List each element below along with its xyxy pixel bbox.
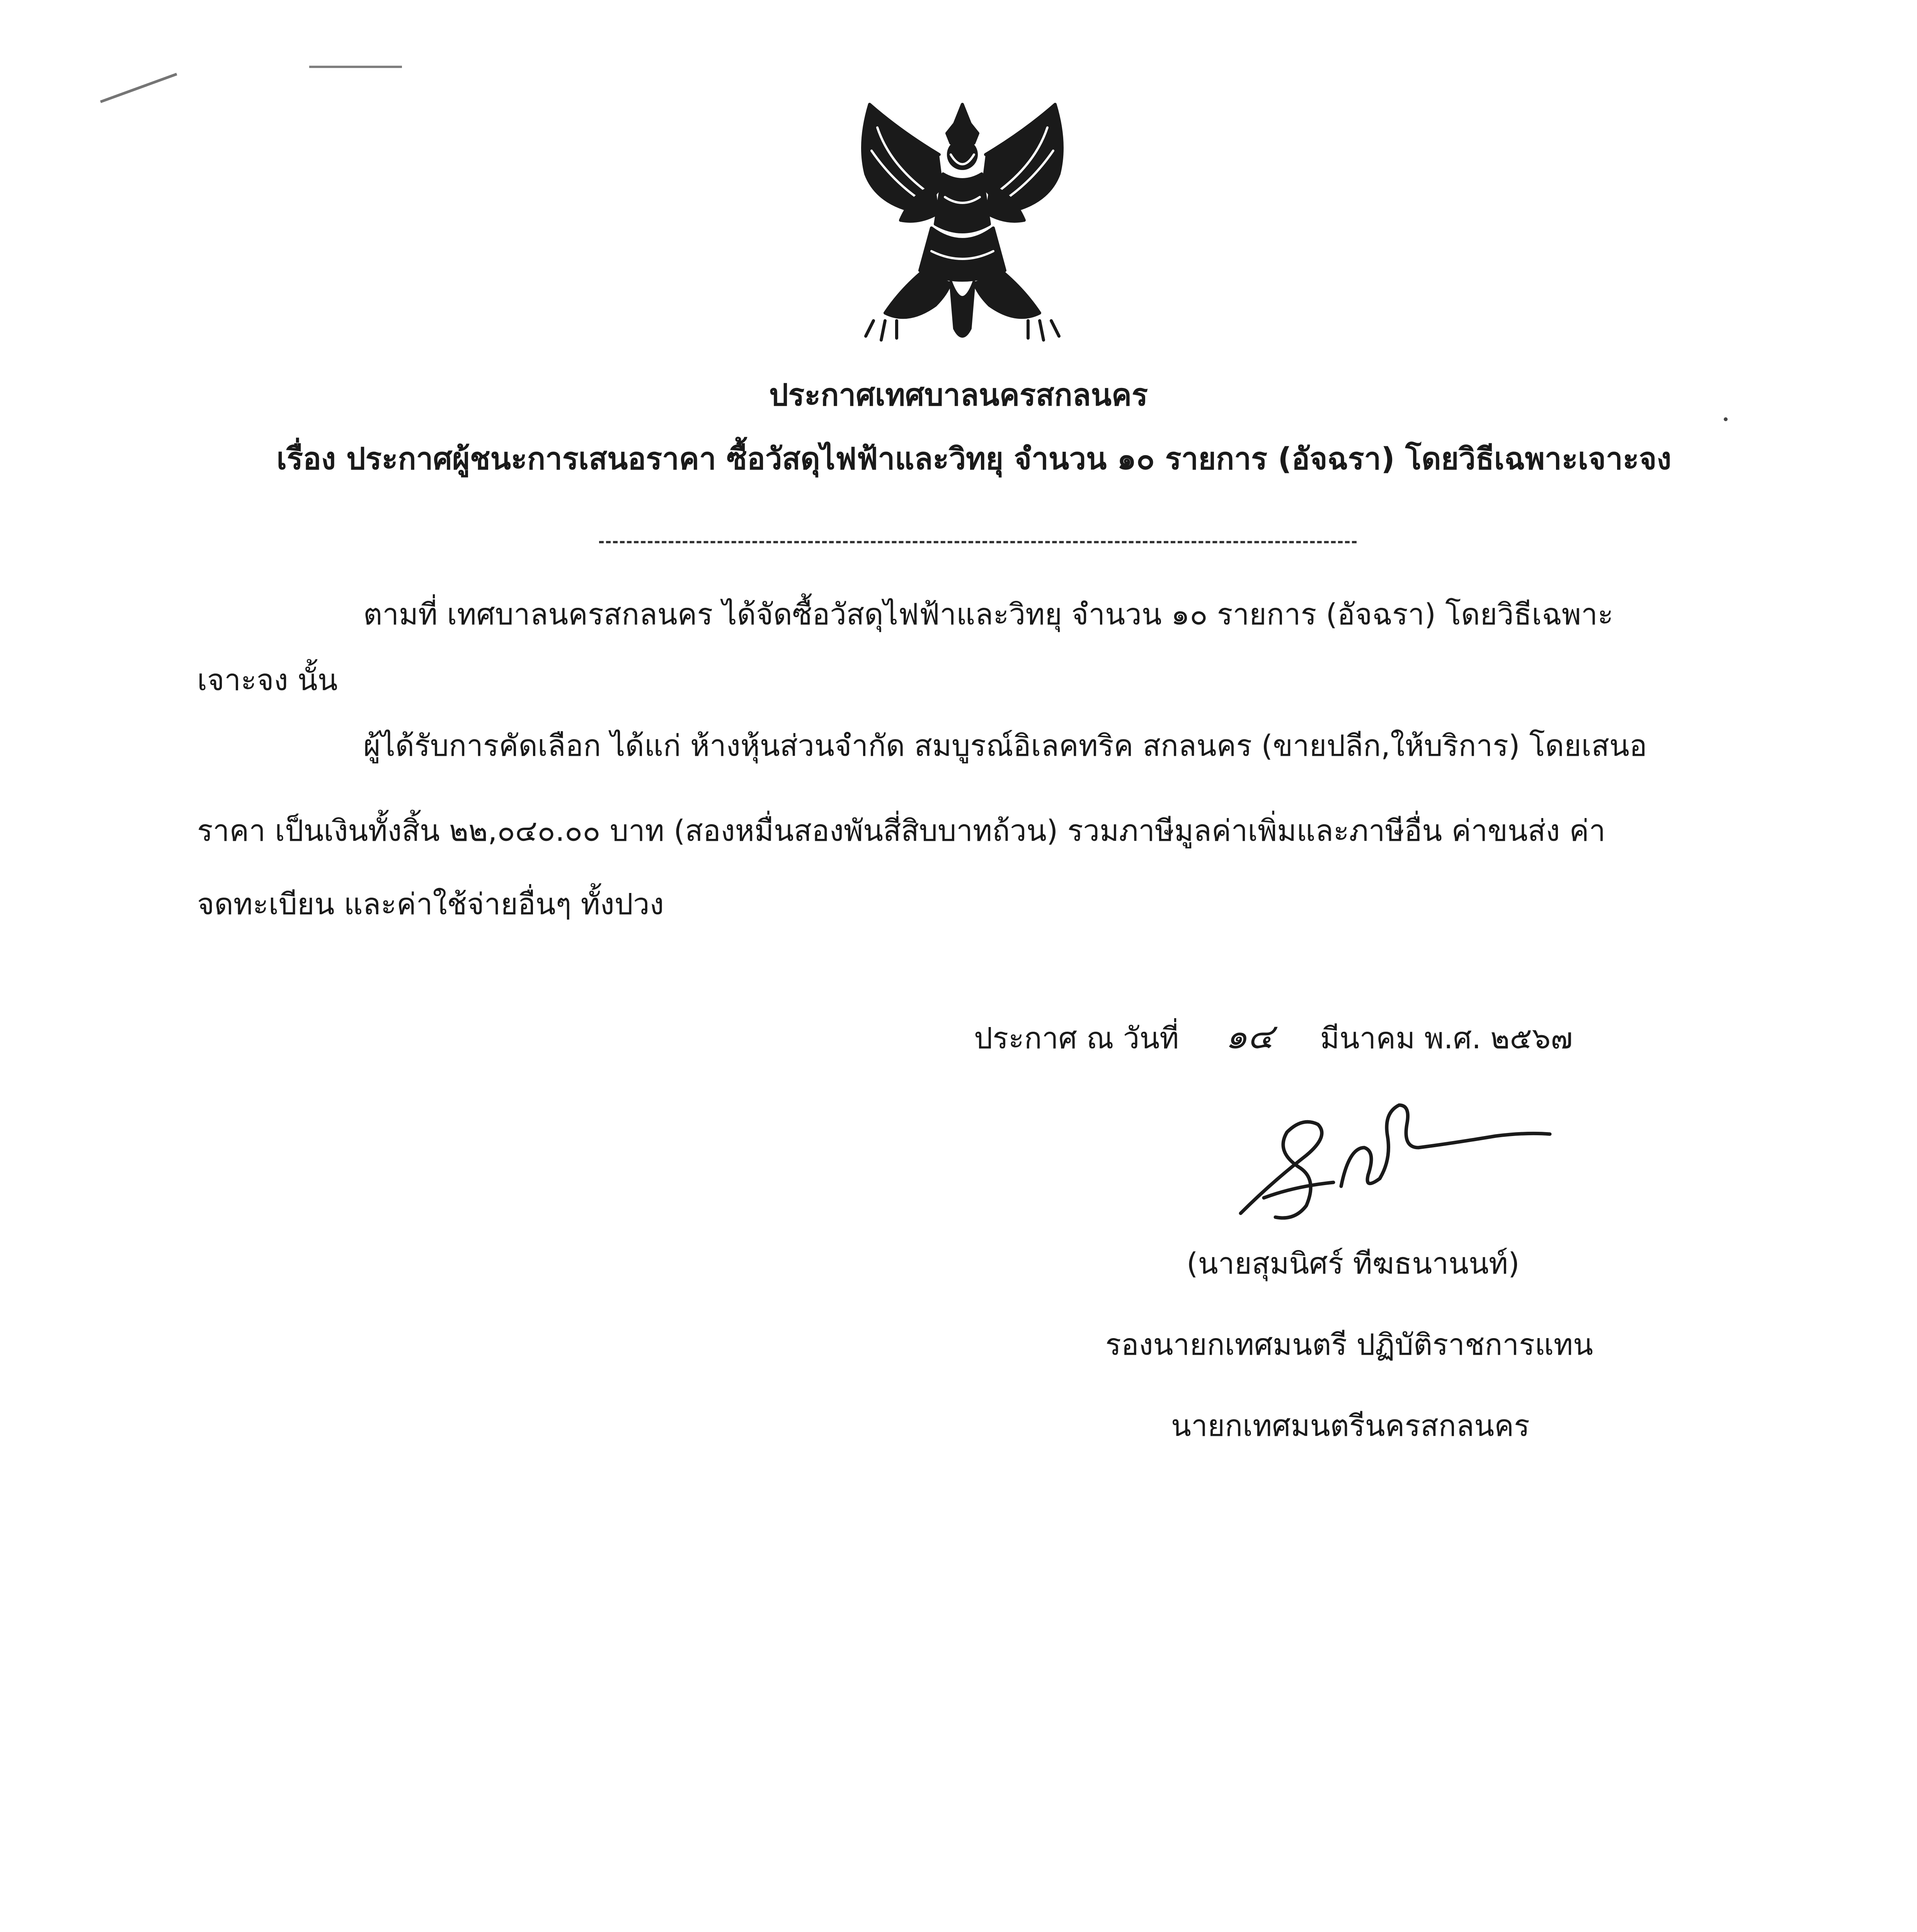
signatory-position-2: นายกเทศมนตรีนครสกลนคร xyxy=(1171,1408,1530,1443)
document-subject: เรื่อง ประกาศผู้ชนะการเสนอราคา ซื้อวัสดุไฟฟ้าและวิทยุ จำนวน ๑๐ รายการ (อัจฉรา) โดยวิธีเฉพาะเจาะจง xyxy=(276,442,1672,476)
paragraph-1-line-2: เจาะจง นั้น xyxy=(197,663,338,697)
paragraph-2-line-3: จดทะเบียน และค่าใช้จ่ายอื่นๆ ทั้งปวง xyxy=(197,887,664,921)
document-title: ประกาศเทศบาลนครสกลนคร xyxy=(769,378,1148,413)
garuda-emblem-icon xyxy=(843,97,1082,352)
scan-artifact xyxy=(100,73,177,103)
paragraph-2-line-2: ราคา เป็นเงินทั้งสิ้น ๒๒,๐๔๐.๐๐ บาท (สองหมื่นสองพันสี่สิบบาทถ้วน) รวมภาษีมูลค่าเพิ่มและภาษีอื่น ค่าขนส่ง ค่า xyxy=(197,813,1606,848)
announcement-prefix: ประกาศ ณ วันที่ xyxy=(974,1021,1179,1055)
scan-artifact xyxy=(1724,417,1728,421)
paragraph-2-line-1: ผู้ได้รับการคัดเลือก ได้แก่ ห้างหุ้นส่วนจำกัด สมบูรณ์อิเลคทริค สกลนคร (ขายปลีก,ให้บริการ) โดยเสนอ xyxy=(363,728,1647,763)
announcement-day: ๑๔ xyxy=(1225,1016,1274,1057)
announcement-month-year: มีนาคม พ.ศ. ๒๕๖๗ xyxy=(1320,1021,1573,1055)
announcement-date xyxy=(974,1009,1573,1064)
signatory-position-1: รองนายกเทศมนตรี ปฏิบัติราชการแทน xyxy=(1105,1327,1593,1362)
signatory-name: (นายสุมนิศร์ ทีฆธนานนท์) xyxy=(1187,1246,1520,1281)
paragraph-1-line-1: ตามที่ เทศบาลนครสกลนคร ได้จัดซื้อวัสดุไฟฟ้าและวิทยุ จำนวน ๑๐ รายการ (อัจฉรา) โดยวิธีเฉพาะ xyxy=(363,597,1614,631)
divider-line xyxy=(599,541,1357,543)
handwritten-signature xyxy=(1217,1090,1565,1236)
scan-artifact xyxy=(309,66,402,68)
